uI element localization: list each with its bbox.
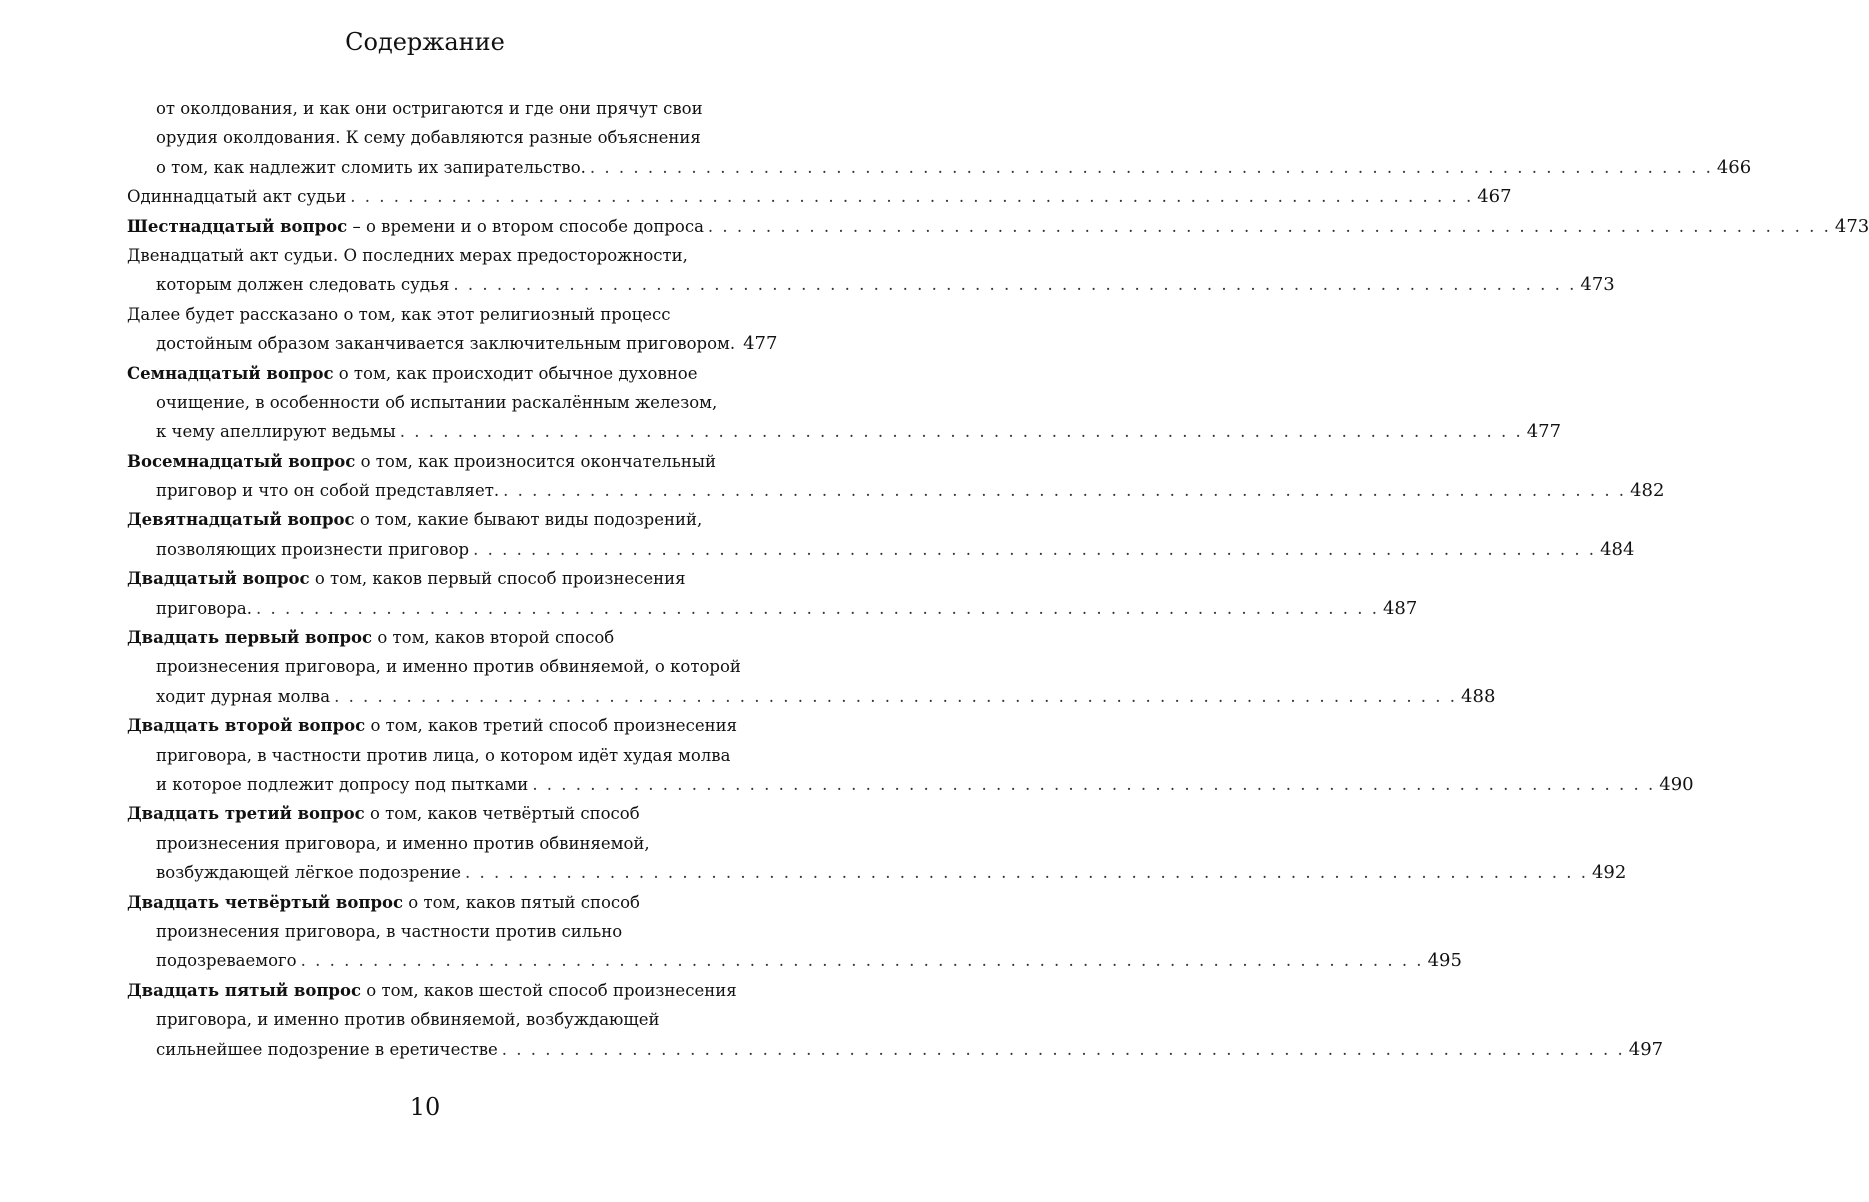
- toc-line: [127, 241, 755, 270]
- toc-heading: Двадцать третий вопрос: [127, 804, 365, 824]
- toc-line: [127, 300, 755, 329]
- toc-line: [127, 799, 755, 828]
- table-of-contents: [127, 94, 1869, 1064]
- dot-leader: [256, 594, 1379, 623]
- page-number: 10: [409, 1093, 441, 1121]
- toc-text: которым должен следовать судья: [156, 275, 450, 295]
- toc-heading: Двадцатый вопрос: [127, 569, 310, 589]
- toc-page-number: 473: [1580, 274, 1615, 296]
- toc-page-number: 484: [1600, 538, 1635, 560]
- toc-text: о том, каков третий способ произнесения: [365, 716, 737, 736]
- toc-heading: Семнадцатый вопрос: [127, 363, 334, 383]
- toc-text: произнесения приговора, и именно против обвиняемой,: [156, 833, 650, 853]
- toc-text: о том, каков второй способ: [372, 628, 615, 648]
- toc-text: достойным образом заканчивается заключительным приговором.: [156, 334, 736, 354]
- toc-page-number: 473: [1834, 215, 1869, 237]
- toc-text: о том, какие бывают виды подозрений,: [354, 510, 703, 530]
- toc-text: Далее будет рассказано о том, как этот религиозный процесс: [127, 304, 671, 324]
- toc-page-number: 492: [1591, 862, 1627, 884]
- toc-page-number: 490: [1659, 773, 1694, 795]
- toc-line: [127, 623, 755, 652]
- toc-line: [127, 976, 755, 1005]
- toc-page-number: 497: [1628, 1038, 1664, 1060]
- toc-text: сильнейшее подозрение в еретичестве: [156, 1039, 498, 1059]
- toc-heading: Двадцать второй вопрос: [127, 716, 366, 736]
- toc-page-number: 487: [1382, 597, 1418, 619]
- toc-text: ходит дурная молва: [156, 686, 331, 706]
- toc-text: и которое подлежит допросу под пытками: [156, 774, 529, 794]
- dot-leader: [350, 182, 1473, 211]
- toc-text: о том, каков первый способ произнесения: [309, 569, 686, 589]
- toc-line: [127, 594, 1418, 623]
- toc-page-number: 477: [1526, 421, 1562, 443]
- toc-text: о том, как происходит обычное духовное: [333, 363, 698, 383]
- toc-text: к чему апеллируют ведьмы: [156, 422, 396, 442]
- toc-text: произнесения приговора, в частности против сильно: [156, 921, 623, 941]
- toc-line: [127, 682, 1496, 711]
- toc-line: [127, 711, 755, 740]
- toc-heading: Двадцать первый вопрос: [127, 628, 373, 648]
- toc-text: о том, каков четвёртый способ: [364, 804, 640, 824]
- toc-line: [127, 417, 1562, 446]
- page-title: Содержание: [345, 28, 505, 56]
- toc-line: [127, 888, 755, 917]
- toc-heading: Двадцать пятый вопрос: [127, 980, 362, 1000]
- toc-page-number: 477: [743, 333, 778, 355]
- toc-line: [127, 505, 755, 534]
- dot-leader: [503, 476, 1626, 505]
- toc-line: [127, 535, 1635, 564]
- toc-heading: Шестнадцатый вопрос: [127, 216, 348, 236]
- toc-text: произнесения приговора, и именно против обвиняемой, о которой: [156, 657, 741, 677]
- toc-heading: Двадцать четвёртый вопрос: [127, 892, 404, 912]
- toc-line: [127, 388, 755, 417]
- dot-leader: [334, 682, 1457, 711]
- toc-page-number: 495: [1427, 950, 1462, 972]
- toc-text: о том, каков шестой способ произнесения: [361, 980, 737, 1000]
- toc-line: [127, 153, 1752, 182]
- toc-line: [127, 359, 755, 388]
- toc-line: [127, 182, 1512, 211]
- toc-text: возбуждающей лёгкое подозрение: [156, 863, 462, 883]
- toc-text: Одиннадцатый акт судьи: [127, 187, 347, 207]
- toc-line: [127, 1035, 1664, 1064]
- dot-leader: [502, 1035, 1625, 1064]
- dot-leader: [708, 212, 1831, 241]
- toc-text: о том, каков пятый способ: [403, 892, 640, 912]
- toc-text: о том, как надлежит сломить их запирательство.: [156, 157, 586, 177]
- toc-page-number: 488: [1461, 685, 1496, 707]
- toc-line: [127, 94, 755, 123]
- dot-leader: [590, 153, 1713, 182]
- toc-line: [127, 564, 755, 593]
- toc-line: [127, 858, 1627, 887]
- toc-text: приговора, в частности против лица, о котором идёт худая молва: [156, 745, 731, 765]
- toc-text: очищение, в особенности об испытании раскалённым железом,: [156, 392, 718, 412]
- dot-leader: [465, 858, 1588, 887]
- toc-line: [127, 447, 755, 476]
- dot-leader: [453, 270, 1576, 299]
- toc-line: [127, 770, 1694, 799]
- toc-text: орудия околдования. К сему добавляются разные объяснения: [156, 128, 701, 148]
- toc-line: [127, 476, 1665, 505]
- toc-line: [127, 946, 1462, 975]
- dot-leader: [301, 946, 1424, 975]
- toc-line: [127, 741, 755, 770]
- toc-line: [127, 270, 1615, 299]
- toc-text: – о времени и о втором способе допроса: [347, 216, 704, 236]
- toc-text: от околдования, и как они остригаются и где они прячут свои: [156, 99, 703, 118]
- toc-text: позволяющих произнести приговор: [156, 539, 470, 559]
- toc-page-number: 466: [1716, 156, 1752, 178]
- dot-leader: [473, 535, 1596, 564]
- toc-text: о том, как произносится окончательный: [355, 451, 716, 471]
- toc-line: [127, 829, 755, 858]
- toc-line: [127, 652, 755, 681]
- toc-line: [127, 329, 778, 358]
- dot-leader: [532, 770, 1655, 799]
- dot-leader: [400, 417, 1523, 446]
- toc-text: приговора.: [156, 598, 253, 618]
- toc-line: [127, 1005, 755, 1034]
- toc-heading: Восемнадцатый вопрос: [127, 451, 356, 471]
- toc-text: приговора, и именно против обвиняемой, возбуждающей: [156, 1010, 660, 1030]
- toc-text: подозреваемого: [156, 951, 297, 971]
- toc-line: [127, 123, 755, 152]
- toc-line: [127, 917, 755, 946]
- toc-page-number: 467: [1477, 186, 1512, 208]
- toc-line: [127, 212, 1869, 241]
- toc-page-number: 482: [1630, 480, 1665, 502]
- toc-text: Двенадцатый акт судьи. О последних мерах предосторожности,: [127, 245, 688, 265]
- toc-heading: Девятнадцатый вопрос: [127, 510, 355, 530]
- toc-text: приговор и что он собой представляет.: [156, 481, 500, 501]
